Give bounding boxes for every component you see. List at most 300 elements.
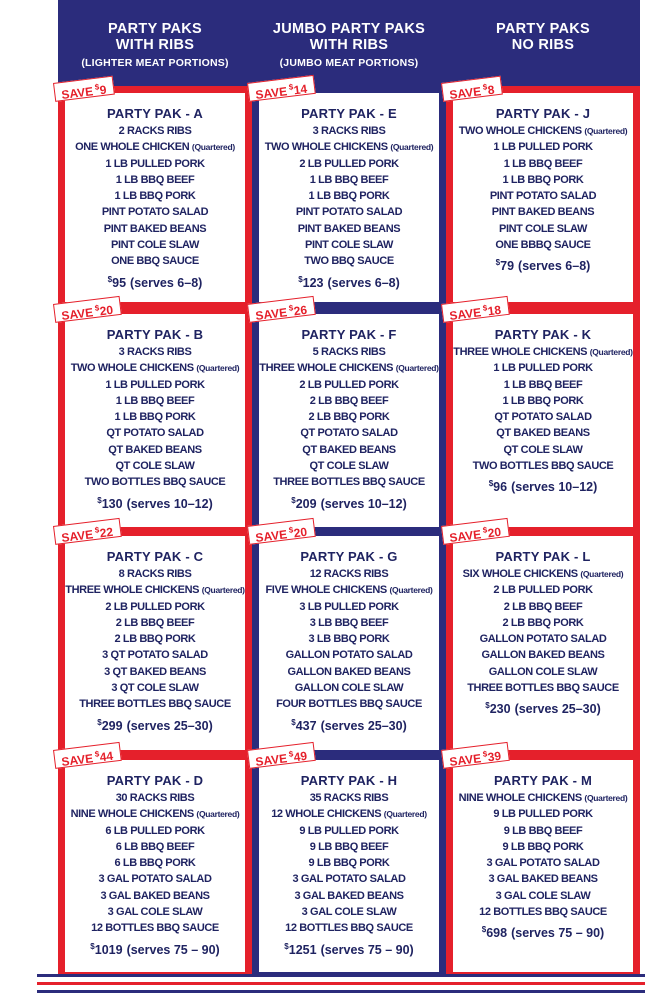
item-text: ONE BBQ SAUCE: [111, 255, 199, 268]
list-item: [259, 204, 439, 220]
item-text: 9 LB PULLED PORK: [493, 808, 593, 821]
price-line: [259, 938, 439, 959]
item-text: THREE WHOLE CHICKENS: [259, 362, 396, 375]
list-item: [259, 156, 439, 172]
item-text: 3 QT COLE SLAW: [111, 682, 199, 695]
item-text: QT COLE SLAW: [309, 460, 389, 473]
party-pak-card: [254, 302, 439, 527]
list-item: [65, 855, 245, 871]
item-text: 3 GAL BAKED BEANS: [294, 889, 404, 902]
item-text: PINT POTATO SALAD: [295, 206, 403, 219]
list-item: [65, 823, 245, 839]
save-amount: 22: [98, 524, 114, 541]
list-item: [453, 871, 633, 887]
list-item: [453, 442, 633, 458]
save-label: SAVE: [254, 84, 288, 102]
item-text: 3 QT POTATO SALAD: [102, 649, 208, 662]
column-title-line-2: NO RIBS: [511, 37, 575, 53]
list-item: [259, 888, 439, 904]
serves-text: (serves 6–8): [518, 259, 591, 274]
item-text: QT BAKED BEANS: [496, 427, 590, 440]
serves-text: (serves 6–8): [130, 275, 203, 290]
item-text: GALLON BAKED BEANS: [481, 649, 605, 662]
list-item: [259, 904, 439, 920]
list-item: [453, 237, 633, 253]
save-label: SAVE: [448, 527, 482, 545]
item-text: 8 RACKS RIBS: [118, 568, 192, 580]
item-text: 6 LB BBQ PORK: [114, 857, 196, 870]
party-pak-items: [65, 344, 245, 491]
list-item: [259, 425, 439, 441]
party-pak-card: [448, 302, 633, 527]
save-label: SAVE: [448, 84, 482, 102]
item-text: 1 LB BBQ PORK: [502, 173, 584, 186]
item-text: 1 LB PULLED PORK: [493, 141, 593, 154]
dollar-sign-icon: $: [480, 303, 488, 314]
list-item: [65, 904, 245, 920]
item-text: 1 LB BBQ PORK: [114, 411, 196, 424]
price-line: [65, 714, 245, 735]
item-text: 1 LB BBQ BEEF: [503, 157, 583, 170]
list-item: [453, 360, 633, 376]
dollar-sign-icon: $: [92, 82, 100, 93]
price-line: [259, 492, 439, 513]
save-amount: 44: [98, 748, 114, 765]
serves-text: (serves 25–30): [126, 718, 213, 733]
item-qualifier: (Quartered): [395, 363, 439, 374]
price-line: [259, 714, 439, 735]
item-text: 1 LB PULLED PORK: [105, 157, 205, 170]
list-item: [259, 664, 439, 680]
list-item: [453, 344, 633, 360]
list-item: [453, 631, 633, 647]
list-item: [259, 409, 439, 425]
price-line: [259, 271, 439, 292]
save-amount: 26: [292, 302, 308, 319]
price-line: [453, 697, 633, 718]
dollar-sign-icon: $: [286, 749, 294, 760]
item-text: PINT BAKED BEANS: [297, 222, 401, 235]
list-item: [259, 680, 439, 696]
item-text: 3 GAL POTATO SALAD: [292, 873, 406, 886]
list-item: [453, 377, 633, 393]
item-qualifier: (Quartered): [201, 585, 245, 596]
item-text: 3 GAL COLE SLAW: [495, 889, 591, 902]
list-item: [259, 871, 439, 887]
price-value: 130: [101, 496, 123, 511]
party-pak-card: [60, 302, 245, 527]
item-text: 35 RACKS RIBS: [309, 792, 389, 804]
list-item: [65, 696, 245, 712]
list-item: [453, 139, 633, 155]
party-pak-items: [453, 344, 633, 474]
dollar-sign-icon: $: [480, 82, 488, 93]
item-text: 2 LB BBQ PORK: [308, 411, 390, 424]
party-pak-name: PARTY PAK - A: [106, 106, 203, 121]
dollar-sign-icon: $: [291, 717, 296, 727]
item-text: GALLON COLE SLAW: [294, 682, 404, 695]
list-item: [65, 458, 245, 474]
list-item: [65, 442, 245, 458]
item-text: 2 LB PULLED PORK: [299, 157, 399, 170]
serves-text: (serves 25–30): [320, 718, 407, 733]
price-value: 79: [500, 259, 515, 274]
party-pak-card: [448, 82, 633, 302]
item-text: 6 LB PULLED PORK: [105, 824, 205, 837]
list-item: [259, 566, 439, 582]
column-title-line-1: PARTY PAKS: [495, 21, 591, 37]
item-text: 2 LB PULLED PORK: [299, 378, 399, 391]
list-item: [453, 172, 633, 188]
item-text: FIVE WHOLE CHICKENS: [265, 584, 390, 597]
list-item: [259, 582, 439, 598]
column-header: [446, 0, 640, 86]
list-item: [259, 393, 439, 409]
list-item: [453, 823, 633, 839]
list-item: [453, 409, 633, 425]
party-pak-card: [60, 748, 245, 972]
list-item: [453, 664, 633, 680]
party-pak-name: PARTY PAK - J: [495, 106, 591, 121]
item-text: TWO WHOLE CHICKENS: [70, 362, 197, 375]
item-text: 1 LB BBQ PORK: [308, 190, 390, 203]
save-label: SAVE: [60, 84, 94, 102]
list-item: [259, 790, 439, 806]
item-text: NINE WHOLE CHICKENS: [458, 792, 585, 804]
list-item: [65, 377, 245, 393]
column-subtitle: (LIGHTER MEAT PORTIONS): [81, 57, 229, 69]
list-item: [259, 237, 439, 253]
list-item: [65, 253, 245, 269]
save-amount: 39: [486, 748, 502, 765]
dollar-sign-icon: $: [495, 258, 501, 268]
item-text: QT POTATO SALAD: [106, 427, 204, 440]
item-text: QT BAKED BEANS: [108, 443, 202, 456]
item-text: QT COLE SLAW: [115, 460, 195, 473]
list-item: [259, 123, 439, 139]
list-item: [259, 839, 439, 855]
item-text: 1 LB BBQ BEEF: [503, 378, 583, 391]
list-item: [65, 582, 245, 598]
item-text: 2 LB BBQ PORK: [114, 633, 196, 646]
party-pak-card: [254, 524, 439, 750]
list-item: [453, 458, 633, 474]
save-label: SAVE: [254, 751, 288, 769]
item-text: GALLON POTATO SALAD: [285, 649, 413, 662]
save-label: SAVE: [448, 751, 482, 769]
column-header: [252, 0, 446, 86]
item-text: TWO BOTTLES BBQ SAUCE: [472, 460, 614, 473]
item-text: 1 LB BBQ PORK: [114, 190, 196, 203]
party-pak-name: PARTY PAK - E: [301, 106, 397, 121]
list-item: [259, 631, 439, 647]
list-item: [453, 904, 633, 920]
dollar-sign-icon: $: [286, 82, 294, 93]
item-text: 9 LB BBQ PORK: [308, 857, 390, 870]
list-item: [453, 790, 633, 806]
party-pak-items: [65, 790, 245, 937]
item-text: QT POTATO SALAD: [300, 427, 398, 440]
dollar-sign-icon: $: [97, 717, 102, 727]
list-item: [453, 839, 633, 855]
list-item: [65, 360, 245, 376]
item-text: PINT COLE SLAW: [499, 222, 587, 235]
item-text: 3 LB PULLED PORK: [299, 600, 399, 613]
item-qualifier: (Quartered): [389, 585, 433, 596]
list-item: [259, 696, 439, 712]
item-text: PINT COLE SLAW: [305, 239, 393, 252]
item-text: THREE WHOLE CHICKENS: [453, 346, 590, 358]
price-line: [453, 921, 633, 942]
list-item: [453, 156, 633, 172]
stripe-navy-top: [37, 974, 645, 977]
item-text: 3 GAL COLE SLAW: [107, 906, 203, 919]
party-pak-name: PARTY PAK - K: [494, 327, 592, 342]
party-pak-name: PARTY PAK - H: [300, 773, 398, 788]
item-text: 3 RACKS RIBS: [312, 125, 386, 137]
save-label: SAVE: [60, 527, 94, 545]
item-text: 3 RACKS RIBS: [118, 346, 192, 358]
save-label: SAVE: [254, 527, 288, 545]
party-pak-items: [453, 790, 633, 920]
list-item: [453, 855, 633, 871]
list-item: [259, 442, 439, 458]
item-text: 2 LB BBQ PORK: [502, 616, 584, 629]
item-text: THREE BOTTLES BBQ SAUCE: [273, 476, 425, 489]
list-item: [453, 566, 633, 582]
list-item: [65, 221, 245, 237]
price-value: 437: [295, 718, 317, 733]
price-line: [65, 271, 245, 292]
column-header: [58, 0, 252, 86]
dollar-sign-icon: $: [291, 495, 296, 505]
list-item: [65, 204, 245, 220]
item-text: 3 QT BAKED BEANS: [104, 665, 206, 678]
list-item: [259, 188, 439, 204]
list-item: [453, 204, 633, 220]
list-item: [65, 425, 245, 441]
item-qualifier: (Quartered): [580, 569, 624, 579]
party-pak-items: [65, 566, 245, 713]
column-title: [446, 0, 640, 53]
list-item: [259, 855, 439, 871]
item-text: GALLON BAKED BEANS: [287, 665, 411, 678]
list-item: [65, 123, 245, 139]
item-qualifier: (Quartered): [383, 809, 427, 820]
stripe-navy-bottom: [37, 990, 645, 993]
item-text: TWO WHOLE CHICKENS: [458, 125, 585, 137]
item-text: 3 GAL BAKED BEANS: [100, 889, 210, 902]
column-title-line-1: JUMBO PARTY PAKS: [272, 21, 426, 37]
column-2: [252, 0, 446, 968]
item-text: 1 LB BBQ BEEF: [309, 173, 389, 186]
list-item: [259, 599, 439, 615]
item-text: 12 WHOLE CHICKENS: [271, 808, 384, 821]
item-text: 9 LB PULLED PORK: [299, 824, 399, 837]
list-item: [259, 360, 439, 376]
dollar-sign-icon: $: [286, 525, 294, 536]
list-item: [453, 188, 633, 204]
price-line: [453, 254, 633, 275]
item-text: 1 LB PULLED PORK: [105, 378, 205, 391]
column-title-line-2: WITH RIBS: [309, 37, 389, 53]
list-item: [65, 871, 245, 887]
item-text: 1 LB BBQ PORK: [502, 394, 584, 407]
dollar-sign-icon: $: [485, 701, 490, 711]
item-qualifier: (Quartered): [196, 809, 240, 820]
item-text: 9 LB BBQ BEEF: [503, 824, 583, 837]
list-item: [65, 888, 245, 904]
item-text: QT POTATO SALAD: [494, 411, 592, 424]
list-item: [453, 393, 633, 409]
item-text: PINT POTATO SALAD: [101, 206, 209, 219]
party-pak-name: PARTY PAK - G: [300, 549, 398, 564]
dollar-sign-icon: $: [298, 274, 303, 284]
list-item: [65, 839, 245, 855]
item-text: 6 LB BBQ BEEF: [115, 840, 195, 853]
list-item: [259, 615, 439, 631]
party-pak-name: PARTY PAK - L: [495, 549, 591, 564]
list-item: [65, 647, 245, 663]
item-qualifier: (Quartered): [390, 142, 434, 153]
list-item: [65, 344, 245, 360]
list-item: [259, 139, 439, 155]
serves-text: (serves 75 – 90): [320, 942, 414, 957]
list-item: [453, 888, 633, 904]
list-item: [65, 237, 245, 253]
list-item: [453, 806, 633, 822]
save-amount: 20: [486, 524, 502, 541]
party-pak-card: [254, 81, 439, 302]
item-text: QT BAKED BEANS: [302, 443, 396, 456]
price-value: 698: [486, 926, 508, 941]
item-qualifier: (Quartered): [191, 142, 235, 153]
dollar-sign-icon: $: [90, 941, 95, 951]
dollar-sign-icon: $: [480, 525, 488, 536]
list-item: [65, 599, 245, 615]
item-qualifier: (Quartered): [584, 126, 628, 136]
item-text: 3 LB BBQ PORK: [308, 633, 390, 646]
party-pak-card: [448, 524, 633, 750]
item-text: GALLON POTATO SALAD: [479, 633, 607, 646]
list-item: [453, 680, 633, 696]
dollar-sign-icon: $: [284, 941, 289, 951]
party-pak-items: [453, 123, 633, 253]
list-item: [65, 156, 245, 172]
list-item: [65, 409, 245, 425]
serves-text: (serves 6–8): [327, 275, 400, 290]
save-amount: 20: [98, 302, 114, 319]
item-text: 2 LB BBQ BEEF: [503, 600, 583, 613]
list-item: [259, 823, 439, 839]
dollar-sign-icon: $: [92, 525, 100, 536]
save-label: SAVE: [448, 305, 482, 323]
list-item: [259, 806, 439, 822]
list-item: [65, 393, 245, 409]
item-text: QT COLE SLAW: [503, 443, 583, 456]
party-pak-name: PARTY PAK - F: [301, 327, 397, 342]
list-item: [259, 474, 439, 490]
serves-text: (serves 10–12): [511, 480, 598, 495]
list-item: [65, 790, 245, 806]
party-pak-card: [254, 748, 439, 972]
dollar-sign-icon: $: [92, 303, 100, 314]
item-text: TWO BOTTLES BBQ SAUCE: [84, 476, 226, 489]
item-text: 2 RACKS RIBS: [118, 125, 192, 137]
item-text: SIX WHOLE CHICKENS: [462, 568, 581, 580]
party-pak-name: PARTY PAK - M: [494, 773, 592, 788]
column-title-line-1: PARTY PAKS: [107, 21, 203, 37]
list-item: [259, 172, 439, 188]
serves-text: (serves 75 – 90): [511, 926, 605, 941]
item-qualifier: (Quartered): [584, 793, 628, 803]
dollar-sign-icon: $: [107, 274, 113, 284]
save-amount: 20: [292, 524, 308, 541]
item-text: NINE WHOLE CHICKENS: [70, 808, 197, 821]
item-text: 1 LB PULLED PORK: [493, 362, 593, 375]
dollar-sign-icon: $: [480, 749, 488, 760]
save-amount: 18: [486, 302, 502, 319]
party-pak-items: [259, 344, 439, 491]
party-pak-items: [259, 566, 439, 713]
item-text: 9 LB BBQ PORK: [502, 840, 584, 853]
column-title: [252, 0, 446, 53]
party-pak-items: [259, 123, 439, 270]
list-item: [453, 425, 633, 441]
price-value: 123: [302, 275, 324, 290]
save-amount: 8: [486, 82, 496, 98]
price-value: 230: [489, 702, 511, 717]
list-item: [259, 377, 439, 393]
item-text: 3 GAL BAKED BEANS: [488, 873, 598, 886]
list-item: [65, 188, 245, 204]
list-item: [453, 647, 633, 663]
price-value: 1251: [288, 942, 317, 957]
list-item: [259, 344, 439, 360]
item-text: TWO BBQ SAUCE: [304, 255, 394, 268]
serves-text: (serves 10–12): [320, 496, 407, 511]
price-value: 96: [493, 480, 508, 495]
save-amount: 9: [98, 82, 108, 98]
list-item: [259, 920, 439, 936]
item-text: 3 GAL POTATO SALAD: [98, 873, 212, 886]
list-item: [65, 680, 245, 696]
list-item: [65, 631, 245, 647]
item-text: 2 LB PULLED PORK: [105, 600, 205, 613]
price-line: [65, 492, 245, 513]
item-text: 12 BOTTLES BBQ SAUCE: [91, 922, 219, 935]
list-item: [65, 474, 245, 490]
item-qualifier: (Quartered): [589, 347, 633, 357]
list-item: [259, 647, 439, 663]
item-text: THREE BOTTLES BBQ SAUCE: [79, 698, 231, 711]
list-item: [65, 172, 245, 188]
list-item: [65, 566, 245, 582]
item-text: ONE WHOLE CHICKEN: [75, 141, 192, 154]
save-label: SAVE: [254, 305, 288, 323]
item-text: 5 RACKS RIBS: [312, 346, 386, 358]
item-text: PINT COLE SLAW: [111, 239, 199, 252]
item-text: 12 BOTTLES BBQ SAUCE: [479, 906, 607, 919]
list-item: [453, 123, 633, 139]
price-line: [453, 475, 633, 496]
item-text: THREE WHOLE CHICKENS: [65, 584, 202, 597]
party-pak-name: PARTY PAK - C: [106, 549, 204, 564]
stripe-red: [37, 982, 645, 985]
price-value: 209: [295, 496, 317, 511]
list-item: [65, 664, 245, 680]
serves-text: (serves 10–12): [126, 496, 213, 511]
